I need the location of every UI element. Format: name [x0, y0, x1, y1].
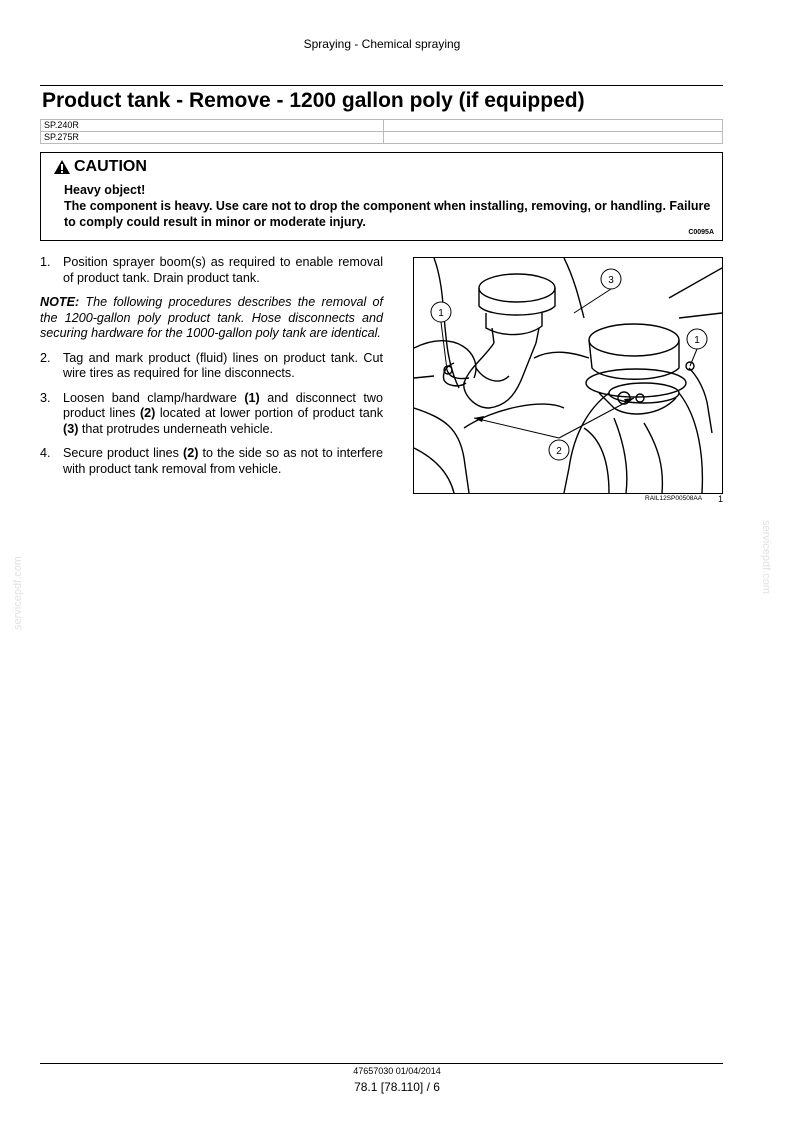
callout-ref: (2)	[183, 446, 199, 460]
figure-code: RAIL12SP00508AA	[645, 495, 703, 502]
caution-heading	[53, 158, 147, 176]
note-label: NOTE:	[40, 295, 80, 309]
step-text-part: Secure product lines	[63, 446, 184, 460]
callout-label: 1	[694, 335, 700, 346]
watermark-left: servicepdf.com	[12, 556, 24, 630]
model-cell: SP.275R	[41, 132, 384, 144]
page-title: Product tank - Remove - 1200 gallon poly (if equipped)	[42, 89, 585, 112]
step-text	[63, 391, 383, 438]
step-number: 1.	[40, 255, 51, 269]
bottom-divider	[40, 1063, 723, 1064]
footer-page-number: 78.1 [78.110] / 6	[354, 1080, 440, 1094]
step-text-part: Loosen band clamp/hardware	[63, 390, 245, 405]
watermark-right: servicepdf.com	[760, 520, 772, 594]
step-text-part: to the side so as not to interfere with product tank removal from vehicle.	[63, 446, 383, 476]
callout-label: 3	[608, 275, 614, 286]
callout-ref: (2)	[139, 406, 156, 420]
step-text-part: located at lower portion of product tank	[155, 406, 384, 420]
step-2	[40, 351, 383, 382]
section-header: Spraying - Chemical spraying	[303, 37, 461, 51]
note	[40, 295, 383, 342]
procedure-steps	[40, 255, 383, 486]
caution-line1: Heavy object!	[64, 183, 146, 197]
step-3	[40, 391, 383, 438]
caution-line2: The component is heavy. Use care not to drop the component when installing, removing, or handling. Failure to comply could result in minor or moderate injury.	[64, 199, 711, 229]
empty-cell	[384, 132, 723, 144]
step-4	[40, 446, 383, 477]
caution-box	[40, 152, 723, 241]
tank-line-illustration	[414, 258, 722, 493]
step-text: Position sprayer boom(s) as required to enable removal of product tank. Drain product tank.	[63, 255, 383, 285]
callout-ref: (3)	[63, 421, 79, 436]
step-text-part: and disconnect two product lines	[63, 390, 383, 420]
step-text	[63, 446, 383, 477]
step-text: Tag and mark product (fluid) lines on product tank. Cut wire tires as required for line disconnects.	[63, 350, 383, 380]
caution-text	[64, 182, 714, 230]
step-text-part: that protrudes underneath vehicle.	[78, 421, 274, 436]
step-number: 2.	[40, 350, 51, 365]
model-table	[40, 119, 723, 144]
step-number: 4.	[40, 446, 51, 460]
table-row	[41, 120, 723, 132]
note-text: The following procedures describes the removal of the 1200-gallon poly product tank. Hose disconnects and securing hardware for the 1000-gallon poly tank are identical.	[40, 295, 383, 340]
callout-label: 2	[556, 446, 562, 457]
warning-triangle-icon	[53, 159, 71, 175]
table-row	[41, 132, 723, 144]
figure-number: 1	[718, 494, 724, 504]
callout-ref: (1)	[244, 390, 260, 405]
caution-code: C0095A	[688, 229, 714, 236]
caution-label: CAUTION	[74, 158, 147, 175]
empty-cell	[384, 120, 723, 132]
step-1	[40, 255, 383, 286]
step-number: 3.	[40, 390, 51, 405]
callout-label: 1	[438, 308, 444, 319]
model-cell: SP.240R	[41, 120, 384, 132]
footer-doc-id: 47657030 01/04/2014	[353, 1066, 441, 1076]
figure-product-tank-lines	[413, 257, 723, 494]
top-divider	[40, 85, 723, 86]
